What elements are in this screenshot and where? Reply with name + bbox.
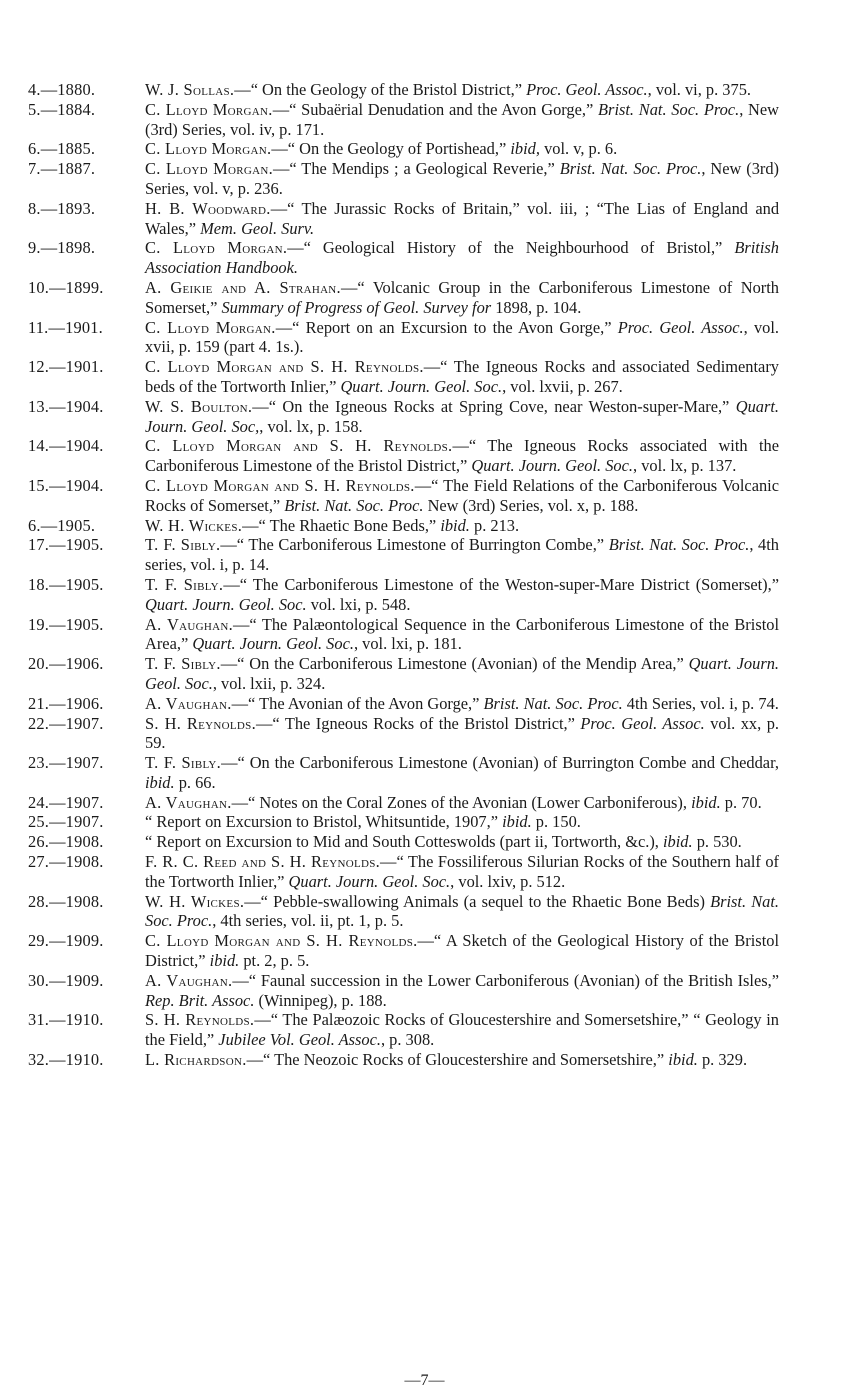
entry-source: Quart. Journ. Geol. Soc.	[145, 594, 307, 614]
entry-number: 29.—1909.	[28, 931, 104, 951]
entry-title: —“ Report on an Excursion to the Avon Gorge,”	[275, 317, 618, 337]
bibliography-entry	[28, 436, 779, 476]
entry-title: —“ Geological History of the Neighbourhood of Bristol,”	[287, 238, 735, 258]
entry-source: Quart. Journ. Geol. Soc.	[340, 376, 503, 396]
bibliography-entry	[28, 694, 779, 714]
entry-details: , vol. lx, p. 158.	[259, 416, 363, 436]
entry-citation	[145, 971, 779, 1011]
entry-title: —“ The Igneous Rocks associated with the Carboniferous Limestone of the Bristol District,”	[145, 436, 779, 476]
entry-details: p. 329.	[697, 1050, 748, 1070]
entry-title: —“ Volcanic Group in the Carboniferous Limestone of North Somerset,”	[145, 277, 779, 317]
entry-citation	[145, 139, 779, 159]
entry-source: ibid.	[668, 1050, 698, 1070]
entry-author: C. Lloyd Morgan.	[145, 159, 274, 179]
entry-author: C. Lloyd Morgan.	[145, 238, 288, 258]
entry-title: —“ The Igneous Rocks and associated Sedimentary beds of the Tortworth Inlier,”	[145, 357, 779, 396]
entry-details: vol. v, p. 6.	[539, 139, 618, 159]
entry-number: 21.—1906.	[28, 693, 104, 713]
entry-number: 8.—1893.	[28, 198, 96, 218]
bibliography-entry	[28, 139, 779, 159]
entry-details: p. 213.	[469, 515, 520, 535]
bibliography-entry	[28, 1050, 779, 1070]
entry-details: p. 150.	[531, 812, 581, 832]
entry-title: —“ Notes on the Coral Zones of the Avonian (Lower Carboniferous),	[231, 792, 692, 812]
entry-details: , vol. xvii, p. 159 (part 4. 1s.).	[145, 317, 780, 357]
entry-title: “ Report on Excursion to Mid and South Cotteswolds (part ii, Tortworth, &c.),	[145, 832, 663, 852]
bibliography-entry	[28, 397, 779, 437]
entry-details: vol. lxi, p. 548.	[306, 594, 411, 614]
page-number: —7—	[404, 1372, 445, 1389]
entry-title: —“ On the Carboniferous Limestone (Avonian) of the Mendip Area,”	[220, 654, 689, 674]
entry-source: Brist. Nat. Soc. Proc.	[483, 693, 623, 713]
bibliography-entry	[28, 971, 779, 1011]
entry-number: 6.—1885.	[28, 139, 96, 159]
bibliography-entry	[28, 278, 779, 318]
entry-details: New (3rd) Series, vol. x, p. 188.	[423, 495, 639, 515]
entry-source: ibid.	[440, 515, 470, 535]
entry-details: , vol. lxiv, p. 512.	[450, 871, 566, 891]
entry-source: Brist. Nat. Soc. Proc.	[598, 99, 740, 119]
entry-source: Quart. Journ. Geol. Soc.	[145, 654, 779, 693]
entry-details: (Winnipeg), p. 188.	[254, 990, 387, 1010]
entry-author: C. Lloyd Morgan.	[145, 317, 276, 337]
entry-citation	[145, 476, 779, 516]
entry-number: 22.—1907.	[28, 713, 104, 733]
entry-details: , vol. vi, p. 375.	[647, 80, 751, 99]
entry-author: W. J. Sollas.	[145, 80, 235, 99]
entry-number: 9.—1898.	[28, 238, 96, 258]
entry-number: 19.—1905.	[28, 614, 104, 634]
entry-source: Rep. Brit. Assoc.	[145, 990, 255, 1010]
entry-source: British Association Handbook.	[145, 238, 779, 278]
entry-citation	[145, 159, 779, 199]
bibliography-entry	[28, 931, 779, 971]
entry-source: Jubilee Vol. Geol. Assoc.	[218, 1030, 381, 1050]
entry-title: —“ The Mendips ; a Geological Reverie,”	[273, 159, 560, 179]
entry-citation	[145, 832, 779, 852]
entry-title: —“ The Carboniferous Limestone of Burrington Combe,”	[220, 535, 609, 555]
bibliography-entry	[28, 516, 779, 536]
entry-citation	[145, 812, 779, 832]
entry-citation	[145, 199, 779, 239]
entry-source: Quart. Journ. Geol. Soc,	[145, 396, 779, 436]
entry-citation	[145, 654, 779, 694]
entry-author: C. Lloyd Morgan and S. H. Reynolds.	[145, 475, 415, 495]
entry-author: W. H. Wickes.	[145, 891, 245, 911]
entry-source: Proc. Geol. Assoc.	[580, 713, 705, 733]
bibliography-entry	[28, 753, 779, 793]
entry-number: 4.—1880.	[28, 80, 96, 99]
entry-details: pt. 2, p. 5.	[239, 951, 310, 971]
bibliography-entry	[28, 199, 779, 239]
entry-source: ibid.	[209, 951, 240, 971]
entry-citation	[145, 714, 779, 754]
entry-number: 5.—1884.	[28, 99, 96, 119]
entry-title: —“ On the Geology of the Bristol District,”	[234, 80, 527, 99]
entry-title: —“ The Palæontological Sequence in the Carboniferous Limestone of the Bristol Area,”	[145, 614, 780, 654]
entry-citation	[145, 278, 779, 318]
entry-number: 32.—1910.	[28, 1050, 104, 1070]
bibliography-entry	[28, 476, 779, 516]
entry-title: —“ On the Geology of Portishead,”	[271, 139, 511, 159]
entry-title: —“ The Palæozoic Rocks of Gloucestershire and Somersetshire,” “ Geology in the Field,”	[145, 1010, 779, 1050]
entry-author: F. R. C. Reed and S. H. Reynolds.	[145, 852, 381, 872]
entry-citation	[145, 238, 779, 278]
entry-author: W. H. Wickes.	[145, 515, 243, 535]
entry-source: Proc. Geol. Assoc.	[617, 317, 744, 337]
entry-source: ibid.	[502, 812, 532, 832]
entry-author: C. Lloyd Morgan and S. H. Reynolds.	[145, 436, 453, 456]
entry-citation	[145, 694, 779, 714]
entry-source: ibid.	[663, 832, 693, 852]
entry-number: 28.—1908.	[28, 891, 104, 911]
entry-number: 20.—1906.	[28, 654, 104, 674]
entry-author: A. Vaughan.	[145, 614, 234, 634]
entry-citation	[145, 931, 779, 971]
bibliography-entry	[28, 892, 779, 932]
entry-author: T. F. Sibly.	[145, 574, 224, 594]
entry-source: Brist. Nat. Soc. Proc.	[559, 159, 702, 179]
entry-citation	[145, 615, 779, 655]
entry-details: , vol. lxvii, p. 267.	[502, 376, 623, 396]
bibliography-entry	[28, 318, 779, 358]
bibliography-entry	[28, 535, 779, 575]
entry-citation	[145, 436, 779, 476]
entry-citation	[145, 80, 779, 100]
entry-author: C. Lloyd Morgan and S. H. Reynolds.	[145, 357, 424, 377]
entry-author: S. H. Reynolds.	[145, 1010, 255, 1030]
entry-number: 11.—1901.	[28, 317, 103, 337]
entry-author: C. Lloyd Morgan and S. H. Reynolds.	[145, 931, 418, 951]
entry-details: , p. 308.	[380, 1030, 435, 1050]
entry-number: 25.—1907.	[28, 812, 104, 832]
entry-title: —“ Faunal succession in the Lower Carboniferous (Avonian) of the British Isles,”	[232, 970, 780, 990]
entry-title: —“ The Rhaetic Bone Beds,”	[242, 515, 441, 535]
entry-title: —“ The Carboniferous Limestone of the Weston-super-Mare District (Somerset),”	[223, 574, 779, 594]
entry-details: , New (3rd) Series, vol. v, p. 236.	[145, 159, 780, 198]
bibliography-entry	[28, 357, 779, 397]
entry-source: Brist. Nat. Soc. Proc.	[145, 891, 779, 931]
bibliography-entry	[28, 793, 779, 813]
entry-author: L. Richardson.	[145, 1050, 247, 1070]
entry-author: C. Lloyd Morgan.	[145, 99, 273, 119]
entry-number: 13.—1904.	[28, 396, 104, 416]
entry-author: T. F. Sibly.	[145, 654, 221, 674]
entry-title: —“ The Jurassic Rocks of Britain,” vol. iii, ; “The Lias of England and Wales,”	[145, 198, 780, 238]
bibliography-entry	[28, 654, 779, 694]
bibliography-entry	[28, 615, 779, 655]
entry-details: , 4th series, vol. ii, pt. 1, p. 5.	[212, 911, 404, 931]
entry-number: 17.—1905.	[28, 535, 104, 555]
entry-author: W. S. Boulton.	[145, 396, 253, 416]
entry-details: , vol. lxii, p. 324.	[212, 673, 326, 693]
entry-title: —“ The Avonian of the Avon Gorge,”	[231, 693, 484, 713]
entry-details: p. 530.	[692, 832, 742, 852]
entry-source: Quart. Journ. Geol. Soc.	[288, 871, 451, 891]
entry-title: —“ The Fossiliferous Silurian Rocks of the Southern half of the Tortworth Inlier,”	[145, 852, 779, 891]
entry-details: vol. xx, p. 59.	[145, 713, 780, 753]
entry-author: A. Geikie and A. Strahan.	[145, 277, 341, 297]
entry-title: “ Report on Excursion to Bristol, Whitsuntide, 1907,”	[145, 812, 503, 832]
bibliography-entry	[28, 812, 779, 832]
entry-title: —“ On the Igneous Rocks at Spring Cove, near Weston-super-Mare,”	[252, 396, 736, 416]
bibliography-entry	[28, 159, 779, 199]
entry-details: 4th Series, vol. i, p. 74.	[622, 693, 779, 713]
entry-title: —“ The Field Relations of the Carboniferous Volcanic Rocks of Somerset,”	[145, 475, 779, 515]
bibliography-list	[28, 80, 779, 1070]
entry-number: 24.—1907.	[28, 792, 104, 812]
entry-author: S. H. Reynolds.	[145, 713, 256, 733]
entry-author: T. F. Sibly.	[145, 753, 222, 773]
entry-citation	[145, 753, 779, 793]
entry-citation	[145, 575, 779, 615]
entry-source: Mem. Geol. Surv.	[200, 218, 315, 238]
entry-title: —“ The Igneous Rocks of the Bristol District,”	[255, 713, 581, 733]
bibliography-entry	[28, 832, 779, 852]
entry-details: 1898, p. 104.	[491, 297, 582, 317]
entry-author: H. B. Woodward.	[145, 198, 271, 218]
entry-source: Summary of Progress of Geol. Survey for	[221, 297, 492, 317]
bibliography-entry	[28, 100, 779, 140]
entry-citation	[145, 793, 779, 813]
entry-citation	[145, 100, 779, 140]
entry-title: —“ On the Carboniferous Limestone (Avonian) of Burrington Combe and Cheddar,	[221, 753, 779, 773]
entry-number: 26.—1908.	[28, 832, 104, 852]
bibliography-entry	[28, 238, 779, 278]
entry-source: ibid.	[145, 772, 175, 792]
entry-title: —“ The Neozoic Rocks of Gloucestershire and Somersetshire,”	[246, 1050, 669, 1070]
entry-citation	[145, 535, 779, 575]
entry-details: p. 70.	[720, 792, 762, 812]
bibliography-entry	[28, 852, 779, 892]
entry-citation	[145, 1010, 779, 1050]
entry-citation	[145, 397, 779, 437]
entry-number: 30.—1909.	[28, 970, 104, 990]
entry-details: , vol. lx, p. 137.	[633, 456, 737, 476]
entry-citation	[145, 357, 779, 397]
entry-number: 14.—1904.	[28, 436, 104, 456]
entry-citation	[145, 852, 779, 892]
entry-number: 23.—1907.	[28, 753, 104, 773]
entry-source: Quart. Journ. Geol. Soc.	[192, 634, 354, 654]
entry-title: —“ A Sketch of the Geological History of the Bristol District,”	[145, 931, 779, 971]
entry-source: ibid.	[691, 792, 721, 812]
entry-title: —“ Pebble-swallowing Animals (a sequel to the Rhaetic Bone Beds)	[244, 891, 711, 911]
entry-number: 15.—1904.	[28, 475, 104, 495]
entry-source: Proc. Geol. Assoc.	[526, 80, 648, 99]
entry-number: 27.—1908.	[28, 852, 104, 872]
entry-source: Brist. Nat. Soc. Proc.	[284, 495, 424, 515]
entry-details: , New (3rd) Series, vol. iv, p. 171.	[145, 99, 779, 139]
entry-author: T. F. Sibly.	[145, 535, 221, 555]
entry-author: A. Vaughan.	[145, 970, 233, 990]
entry-details: , vol. lxi, p. 181.	[353, 634, 462, 654]
entry-source: Quart. Journ. Geol. Soc.	[471, 456, 634, 476]
bibliography-entry	[28, 714, 779, 754]
entry-title: —“ Subaërial Denudation and the Avon Gorge,”	[272, 99, 599, 119]
entry-number: 7.—1887.	[28, 159, 96, 179]
entry-author: C. Lloyd Morgan.	[145, 139, 272, 159]
entry-number: 12.—1901.	[28, 357, 104, 377]
entry-number: 10.—1899.	[28, 277, 104, 297]
bibliography-entry	[28, 575, 779, 615]
entry-citation	[145, 1050, 779, 1070]
entry-source: ibid,	[510, 139, 540, 159]
entry-author: A. Vaughan.	[145, 693, 232, 713]
entry-citation	[145, 318, 779, 358]
bibliography-entry	[28, 80, 779, 100]
entry-number: 18.—1905.	[28, 574, 104, 594]
bibliography-entry	[28, 1010, 779, 1050]
entry-citation	[145, 516, 779, 536]
entry-details: , 4th series, vol. i, p. 14.	[145, 535, 780, 575]
entry-author: A. Vaughan.	[145, 792, 232, 812]
entry-number: 31.—1910.	[28, 1010, 104, 1030]
entry-details: p. 66.	[174, 772, 216, 792]
entry-source: Brist. Nat. Soc. Proc.	[608, 535, 750, 555]
entry-number: 6.—1905.	[28, 515, 96, 535]
entry-citation	[145, 892, 779, 932]
